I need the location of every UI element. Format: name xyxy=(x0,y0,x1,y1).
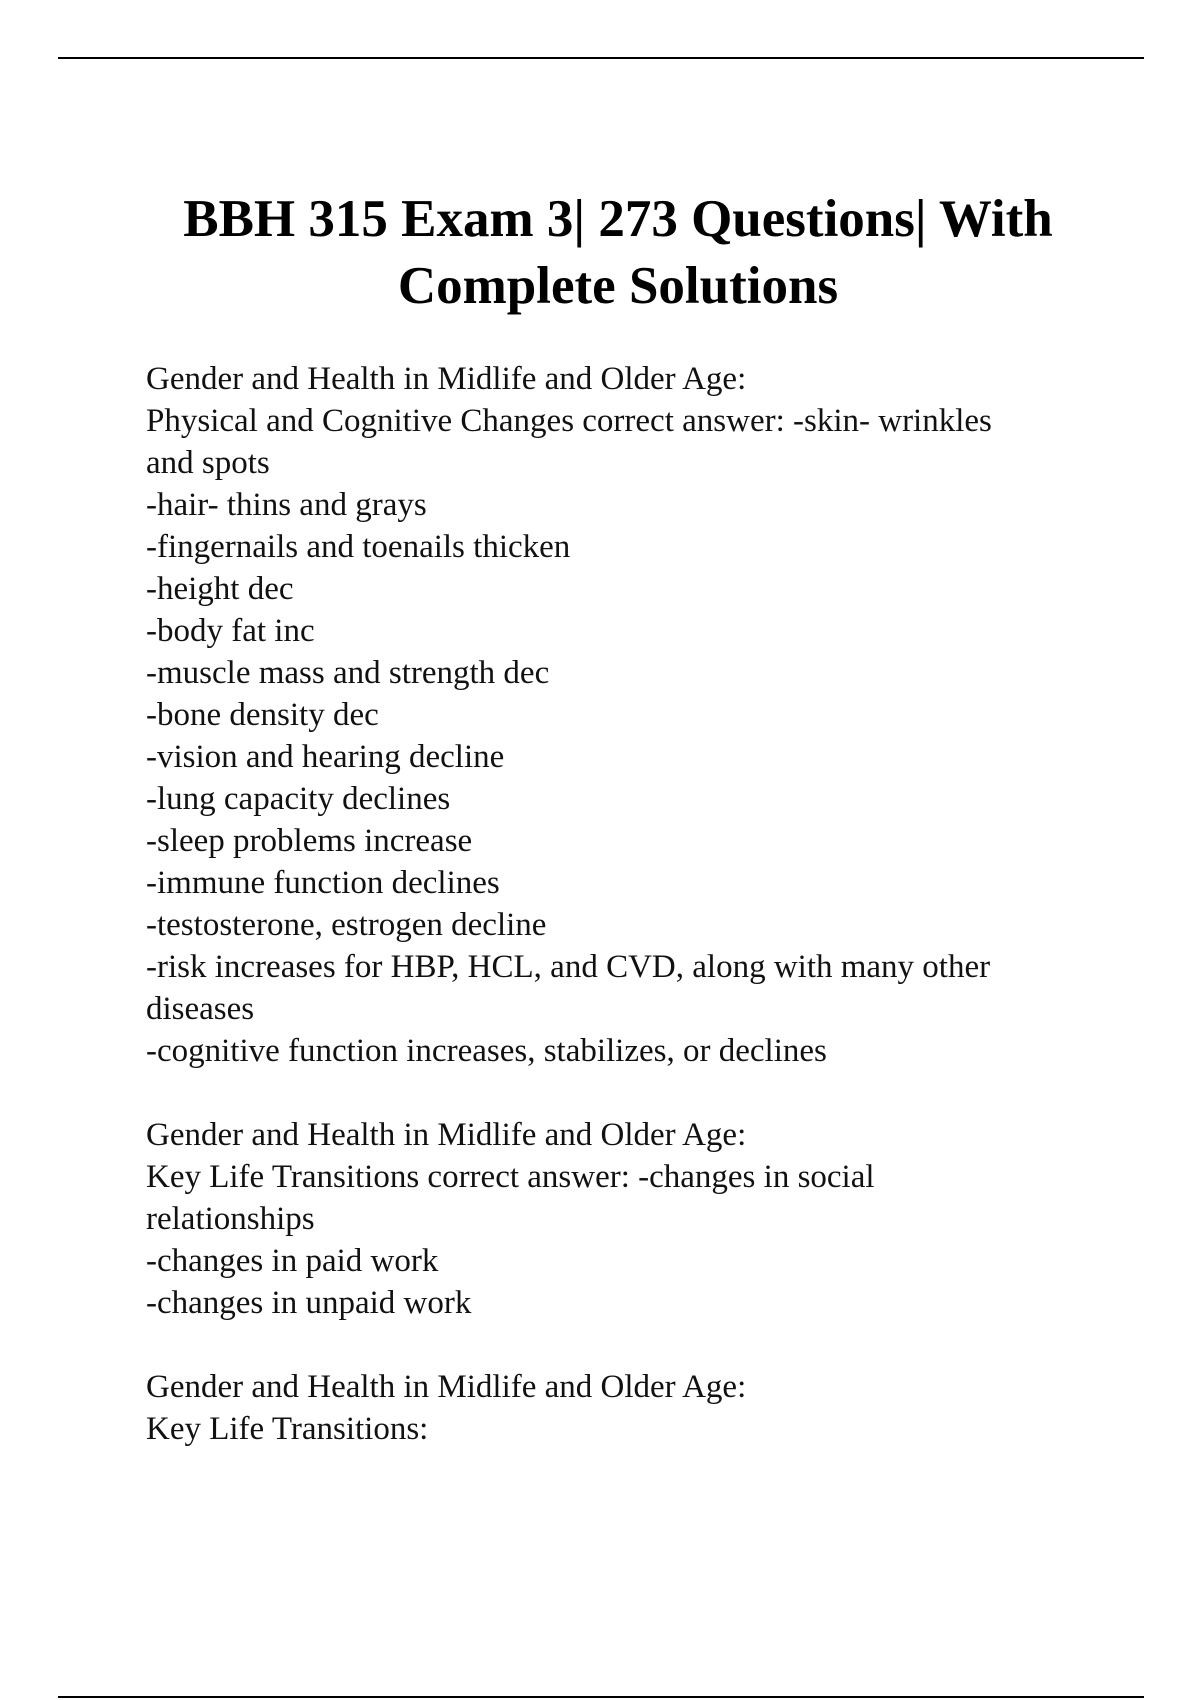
text-line: and spots xyxy=(146,445,270,481)
qa-block-physical-changes xyxy=(146,358,1096,1072)
qa-block-life-transitions xyxy=(146,1114,1096,1324)
text-line: Physical and Cognitive Changes correct answer: -skin- wrinkles xyxy=(146,403,992,439)
text-line: -bone density dec xyxy=(146,697,379,733)
text-line: -hair- thins and grays xyxy=(146,487,427,523)
bottom-divider xyxy=(58,1696,1144,1698)
title-line-2: Complete Solutions xyxy=(397,257,839,315)
document-title xyxy=(100,186,1136,320)
text-line: Gender and Health in Midlife and Older Age: xyxy=(146,1117,747,1153)
text-line: -body fat inc xyxy=(146,613,315,649)
text-line: Gender and Health in Midlife and Older Age: xyxy=(146,1369,747,1405)
text-line: -testosterone, estrogen decline xyxy=(146,907,547,943)
text-line: -height dec xyxy=(146,571,294,607)
text-line: -changes in unpaid work xyxy=(146,1285,472,1321)
text-line: Key Life Transitions: xyxy=(146,1411,429,1447)
text-line: -cognitive function increases, stabilizes, or declines xyxy=(146,1033,827,1069)
text-line: Gender and Health in Midlife and Older Age: xyxy=(146,361,747,397)
title-line-1: BBH 315 Exam 3| 273 Questions| With xyxy=(183,190,1053,248)
text-line: relationships xyxy=(146,1201,315,1237)
text-line: -immune function declines xyxy=(146,865,500,901)
text-line: -muscle mass and strength dec xyxy=(146,655,550,691)
top-divider xyxy=(58,57,1144,59)
text-line: -changes in paid work xyxy=(146,1243,439,1279)
text-line: -vision and hearing decline xyxy=(146,739,505,775)
text-line: -lung capacity declines xyxy=(146,781,451,817)
text-line: -risk increases for HBP, HCL, and CVD, along with many other xyxy=(146,949,991,985)
text-line: -fingernails and toenails thicken xyxy=(146,529,571,565)
qa-block-life-transitions-partial xyxy=(146,1366,1096,1450)
document-body xyxy=(146,358,1096,1492)
text-line: Key Life Transitions correct answer: -changes in social xyxy=(146,1159,875,1195)
text-line: diseases xyxy=(146,991,255,1027)
text-line: -sleep problems increase xyxy=(146,823,473,859)
